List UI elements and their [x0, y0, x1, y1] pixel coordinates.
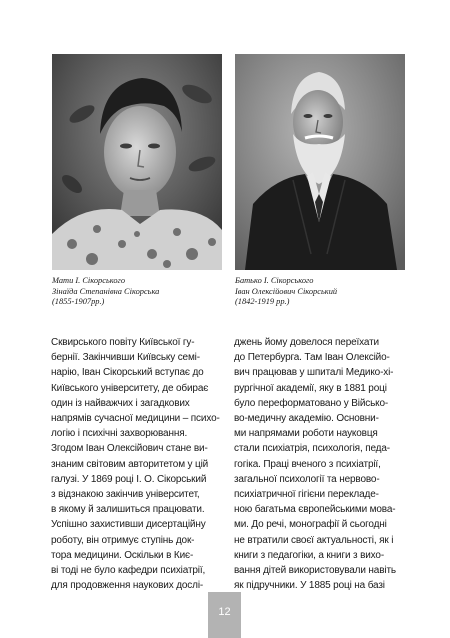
text-line: до Петербурга. Там Іван Олексійо-: [234, 352, 390, 364]
body-column-left: [51, 335, 223, 593]
caption-line: Зінаїда Степанівна Сікорська: [52, 286, 160, 296]
text-line: вич працював у шпиталі Медико-хі-: [234, 367, 394, 379]
text-line: нарію, Іван Сікорський вступає до: [51, 367, 204, 379]
caption-line: (1842-1919 рр.): [235, 297, 290, 307]
text-line: роботу, він отримує ступінь док-: [51, 534, 195, 546]
text-line: з відзнакою закінчив університет,: [51, 489, 200, 501]
mother-caption: [52, 276, 232, 308]
text-line: психіатричної гігієни перекладе-: [234, 489, 379, 501]
text-line: ми. До речі, монографії й сьогодні: [234, 519, 387, 531]
text-line: було переформатовано у Військо-: [234, 397, 389, 409]
caption-line: Іван Олексійович Сікорський: [235, 286, 338, 296]
caption-line: Батько І. Сікорського: [235, 276, 314, 285]
text-line: знаним світовим авторитетом у цій: [51, 458, 209, 470]
caption-line: Мати І. Сікорського: [52, 276, 126, 285]
text-line: рургічної академії, яку в 1881 році: [234, 382, 387, 394]
text-line: Успішно захистивши дисертаційну: [51, 519, 206, 531]
text-line: Київського університету, де обирає: [51, 382, 209, 394]
text-line: загальної психології та нервово-: [234, 473, 380, 485]
text-line: галузі. У 1869 році І. О. Сікорський: [51, 473, 207, 485]
text-line: джень йому довелося переїхати: [234, 337, 379, 348]
text-line: Згодом Іван Олексійович стане ви-: [51, 443, 208, 455]
text-line: один із найважчих і загадкових: [51, 397, 190, 409]
text-line: як підручники. У 1885 році на базі: [234, 580, 385, 592]
text-line: гогіка. Праці вченого з психіатрії,: [234, 458, 381, 470]
father-portrait-photo: [235, 54, 405, 270]
text-line: для продовження наукових дослі-: [51, 580, 204, 592]
text-line: в якому й залишиться працювати.: [51, 504, 205, 516]
text-line: тора медицини. Оскільки в Киє-: [51, 549, 194, 561]
text-line: вання дітей використовували навіть: [234, 565, 396, 577]
text-line: ною багатьма європейськими мова-: [234, 504, 396, 516]
text-line: логію і психічні захворювання.: [51, 428, 188, 440]
text-line: ми напрямами роботи науковця: [234, 428, 378, 440]
father-caption: [235, 276, 415, 308]
text-line: бернії. Закінчивши Київську семі-: [51, 352, 200, 364]
text-line: Сквирського повіту Київської гу-: [51, 337, 195, 348]
text-line: ві тоді не було кафедри психіатрії,: [51, 565, 206, 577]
text-line: во-медичну академію. Основни-: [234, 413, 379, 425]
page-number: 12: [208, 592, 241, 638]
text-line: напрямів сучасної медицини – психо-: [51, 413, 220, 425]
mother-portrait-photo: [52, 54, 222, 270]
body-column-right: [234, 335, 406, 593]
text-line: книги з педагогіки, а книги з вихо-: [234, 549, 385, 561]
text-line: не втратили своєї актуальності, як і: [234, 534, 394, 546]
text-line: стали психіатрія, психологія, педа-: [234, 443, 390, 455]
caption-line: (1855-1907рр.): [52, 297, 105, 307]
